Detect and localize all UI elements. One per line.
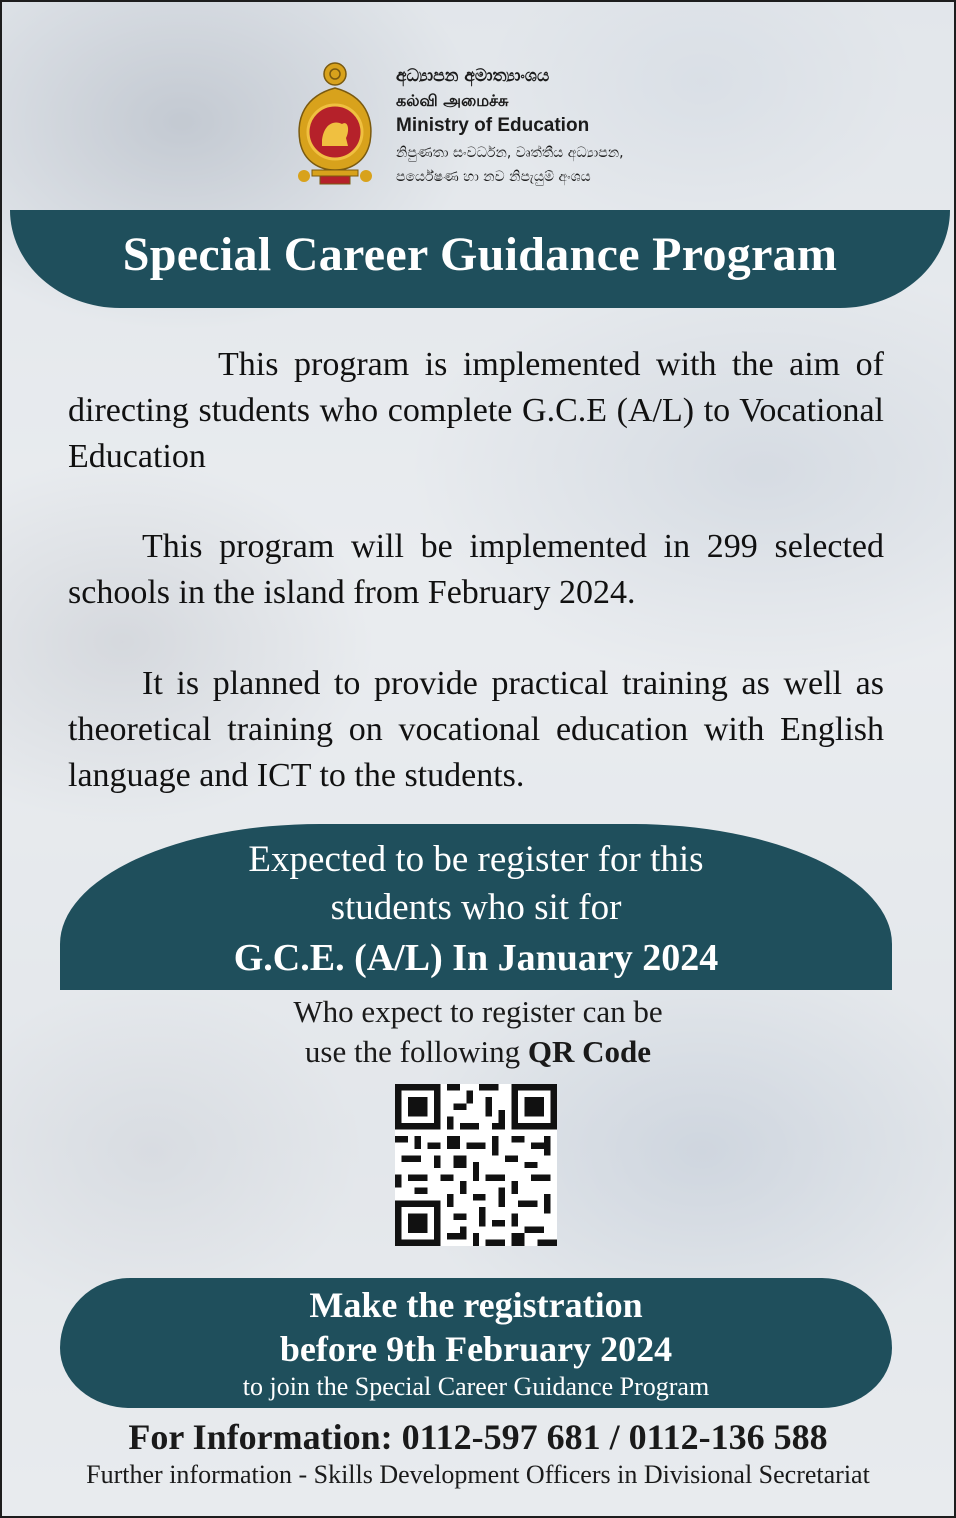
registration-line1: Make the registration: [309, 1285, 643, 1325]
registration-line3: to join the Special Career Guidance Program: [242, 1372, 710, 1401]
page-title: Special Career Guidance Program: [122, 228, 838, 281]
expected-line2: students who sit for: [330, 887, 622, 928]
qr-code-label: QR Code: [527, 1034, 652, 1069]
qr-instruction-prefix: use the following: [304, 1034, 528, 1069]
registration-deadline: before 9th February 2024: [279, 1329, 673, 1369]
sri-lanka-emblem-icon: [290, 58, 380, 188]
division-name-line1: නිපුණතා සංවර්ධන, වෘත්තීය අධ්‍යාපන,: [396, 145, 624, 161]
ministry-name-english: Ministry of Education: [396, 115, 590, 136]
qr-code-icon[interactable]: [395, 1084, 557, 1246]
expected-line3: G.C.E. (A/L) In January 2024: [233, 937, 719, 979]
paragraph-training: It is planned to provide practical training as well as theoretical training on vocational education with English language and ICT to the students.: [68, 665, 884, 794]
qr-instruction-line2: [2, 1034, 954, 1070]
expected-line1: Expected to be register for this: [248, 839, 704, 880]
ministry-name-sinhala: අධ්‍යාපන අමාත්‍යාංශය: [396, 66, 550, 86]
further-information: Further information - Skills Development Officers in Divisional Secretariat: [86, 1460, 870, 1489]
paragraph-aim: This program is implemented with the aim of directing students who complete G.C.E (A/L) to Vocational Education: [68, 346, 884, 475]
contact-phone-numbers: For Information: 0112-597 681 / 0112-136 588: [128, 1417, 828, 1457]
ministry-name-tamil: கல்வி அமைச்சு: [396, 91, 509, 110]
paragraph-schools: This program will be implemented in 299 selected schools in the island from February 2024.: [68, 528, 884, 611]
division-name-line2: පර්යේෂණ හා නව නිපැයුම් අංශය: [396, 169, 591, 185]
qr-instruction-line1: Who expect to register can be: [293, 994, 663, 1029]
